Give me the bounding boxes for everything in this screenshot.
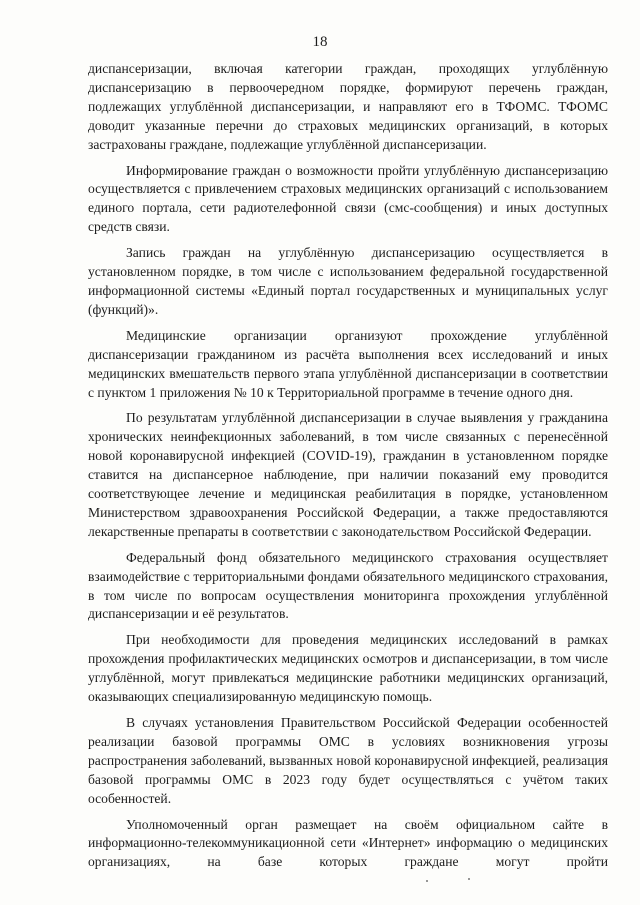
paragraph: Федеральный фонд обязательного медицинского страхования осуществляет взаимодействие с территориальными фондами обязательного медицинского страхования, в том числе по вопросам осуществления мониторинга прохождения углублённой диспансеризации и её результатов. xyxy=(88,549,608,622)
paragraph: При необходимости для проведения медицинских исследований в рамках прохождения профилактических медицинских осмотров и диспансеризации, в том числе углублённой, могут привлекаться медицинские работники медицинских организаций, оказывающих специализированную медицинскую помощь. xyxy=(88,632,608,705)
paragraph: Уполномоченный орган размещает на своём официальном сайте в информационно-телекоммуникационной сети «Интернет» информацию о медицинских организациях, на базе которых граждане могут пройти xyxy=(88,816,608,870)
paragraph: По результатам углублённой диспансеризации в случае выявления у гражданина хронических неинфекционных заболеваний, в том числе связанных с перенесённой новой коронавирусной инфекцией (COVID-19), гражданин в установленном порядке ставится на диспансерное наблюдение, при наличии показаний ему проводится соответствующее лечение и медицинская реабилитация в порядке, установленном Министерством здравоохранения Российской Федерации, а также предоставляются лекарственные препараты в соответствии с законодательством Российской Федерации. xyxy=(88,410,608,539)
scan-speck xyxy=(426,880,428,882)
paragraph: В случаях установления Правительством Российской Федерации особенностей реализации базовой программы ОМС в условиях возникновения угрозы распространения заболеваний, вызванных новой коронавирусной инфекцией, реализация базовой программы ОМС в 2023 году будет осуществляться с учётом таких особенностей. xyxy=(88,715,608,806)
paragraph: диспансеризации, включая категории граждан, проходящих углублённую диспансеризацию в первоочередном порядке, формируют перечень граждан, подлежащих углублённой диспансеризации, и направляют его в ТФОМС. ТФОМС доводит указанные перечни до страховых медицинских организаций, в которых застрахованы граждане, подлежащие углублённой диспансеризации. xyxy=(88,61,608,152)
scan-speck xyxy=(468,878,470,880)
body-text xyxy=(88,60,608,872)
paragraph: Медицинские организации организуют прохождение углублённой диспансеризации гражданином из расчёта выполнения всех исследований и иных медицинских вмешательств первого этапа углублённой диспансеризации в соответствии с пунктом 1 приложения № 10 к Территориальной программе в течение одного дня. xyxy=(88,327,608,400)
page-number: 18 xyxy=(312,34,328,50)
paragraph: Запись граждан на углублённую диспансеризацию осуществляется в установленном порядке, в том числе с использованием федеральной государственной информационной системы «Единый портал государственных и муниципальных услуг (функций)». xyxy=(88,245,608,317)
paragraph: Информирование граждан о возможности пройти углублённую диспансеризацию осуществляется с привлечением страховых медицинских организаций с использованием единого портала, сети радиотелефонной связи (смс-сообщения) и иных доступных средств связи. xyxy=(88,162,608,235)
